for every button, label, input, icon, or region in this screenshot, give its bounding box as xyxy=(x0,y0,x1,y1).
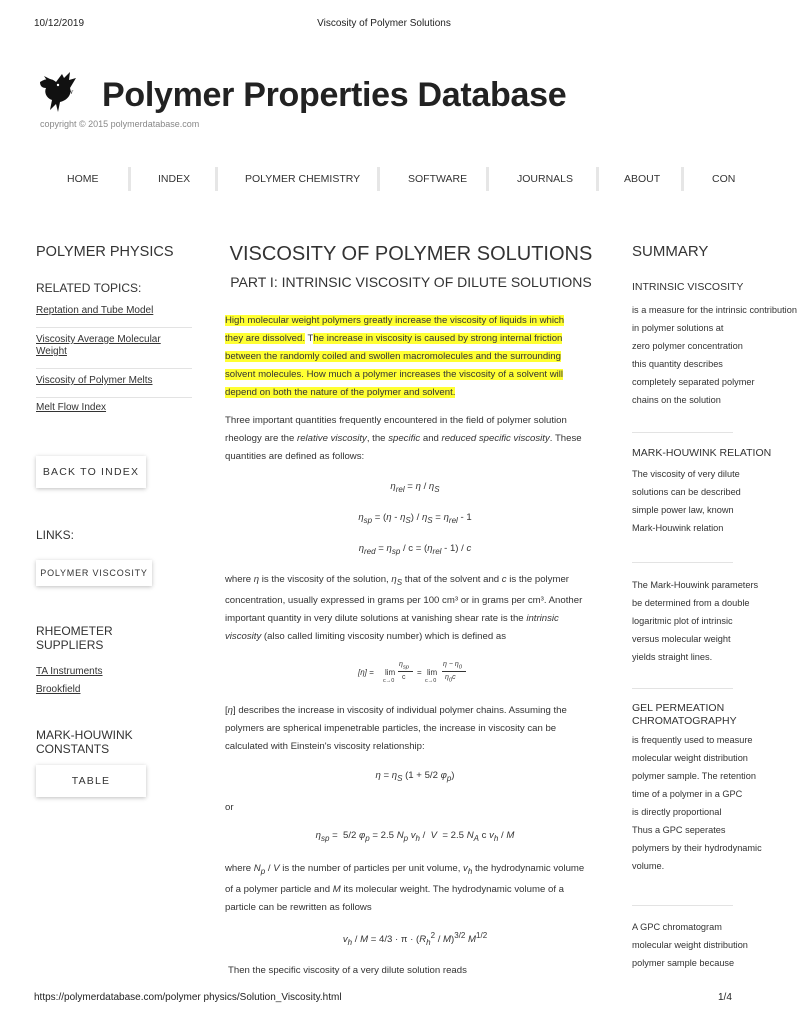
summary-line: yields straight lines. xyxy=(632,652,713,662)
equation-specific-viscosity: $\eta_{sp} = (\eta - \eta_S) / \eta_S = \eta_{rel} - 1$ xyxy=(358,512,472,525)
summary-gpc-chromatogram xyxy=(632,918,748,972)
equation-relative-viscosity: $\eta_{rel} = \eta / \eta_S$ xyxy=(390,481,440,494)
or-text: or xyxy=(225,802,234,813)
einstein-paragraph xyxy=(225,702,605,756)
table-button[interactable]: TABLE xyxy=(36,765,146,797)
closing-sentence: Then the specific viscosity of a very dilute solution reads xyxy=(228,965,467,976)
nav-divider xyxy=(128,167,131,191)
para-line: concentration, usually expressed in grams per 100 cm³ or in grams per cm³. Another xyxy=(225,594,583,606)
nav-about[interactable]: ABOUT xyxy=(624,173,661,185)
print-url: https://polymerdatabase.com/polymer physics/Solution_Viscosity.html xyxy=(34,992,342,1003)
sidebar-divider xyxy=(36,368,192,369)
intro-line: depend on both the nature of the polymer and solvent. xyxy=(225,387,456,398)
nav-index[interactable]: INDEX xyxy=(158,173,191,185)
para-text: relative viscosity xyxy=(297,433,367,444)
nav-divider xyxy=(596,167,599,191)
summary-line: in polymer solutions at xyxy=(632,323,724,333)
mark-houwink-heading: MARK-HOUWINK xyxy=(36,728,133,742)
article-subtitle: PART I: INTRINSIC VISCOSITY OF DILUTE SOLUTIONS xyxy=(230,274,592,290)
hydrodynamic-paragraph xyxy=(225,860,605,917)
para-text: η xyxy=(227,705,233,716)
summary-line: A GPC chromatogram xyxy=(632,922,722,932)
link-viscosity-average-mw[interactable]: Viscosity Average Molecular xyxy=(36,334,161,345)
para-text: M xyxy=(332,883,341,895)
summary-intrinsic-viscosity xyxy=(632,281,797,409)
para-text: is the number of particles per unit volume, xyxy=(279,863,464,874)
summary-section-heading-2: CHROMATOGRAPHY xyxy=(632,715,737,727)
nav-divider xyxy=(377,167,380,191)
summary-line: logaritmic plot of intrinsic xyxy=(632,616,733,626)
link-viscosity-polymer-melts[interactable]: Viscosity of Polymer Melts xyxy=(36,375,153,386)
para-line: calculated with Einstein's viscosity relationship: xyxy=(225,741,425,752)
para-line: quantities are defined as follows: xyxy=(225,451,365,462)
nav-software[interactable]: SOFTWARE xyxy=(408,173,468,185)
summary-line: volume. xyxy=(632,861,665,871)
summary-line: Thus a GPC seperates xyxy=(632,825,726,835)
summary-line: Mark-Houwink relation xyxy=(632,523,724,533)
para-text: (also called limiting viscosity number) which is defined as xyxy=(261,630,506,642)
summary-line: time of a polymer in a GPC xyxy=(632,789,743,799)
para-text: N xyxy=(253,863,261,874)
summary-line: The Mark-Houwink parameters xyxy=(632,580,759,590)
summary-section-heading: MARK-HOUWINK RELATION xyxy=(632,447,772,459)
sidebar-divider xyxy=(36,327,192,328)
para-text: reduced specific viscosity xyxy=(441,433,550,444)
intro-line: T xyxy=(305,333,314,344)
summary-divider xyxy=(632,905,733,906)
equation-einstein: $\eta = \eta_S$ (1 + 5/2 $\varphi_p$) xyxy=(375,770,455,783)
para-text: η xyxy=(253,574,260,585)
para-text: and xyxy=(420,433,442,444)
summary-line: chains on the solution xyxy=(632,395,721,405)
intro-line: he increase in viscosity is caused by strong internal friction xyxy=(313,333,563,344)
para-text: h xyxy=(467,866,473,876)
para-text: where xyxy=(225,574,254,585)
para-text: [ xyxy=(225,705,228,716)
summary-mark-houwink-params xyxy=(632,576,759,666)
mark-houwink-heading-2: CONSTANTS xyxy=(36,742,110,756)
equation-intrinsic-viscosity: [η] = lim c→0 $\eta_{sp}$ c = lim c→0 $\eta - \eta_0$ $\eta_0c$ xyxy=(355,660,475,690)
summary-line: molecular weight distribution xyxy=(632,940,748,950)
rheometer-heading-2: SUPPLIERS xyxy=(36,638,104,652)
para-line: Three important quantities frequently encountered in the field of polymer solution xyxy=(225,415,567,426)
para-text: viscosity xyxy=(225,630,262,642)
nav-divider xyxy=(215,167,218,191)
summary-line: polymer sample. The retention xyxy=(632,771,756,781)
intro-line: they are dissolved. xyxy=(225,333,305,344)
para-text: is the viscosity of the solution, xyxy=(259,574,392,585)
intro-line: High molecular weight polymers greatly increase the viscosity of liquids in which xyxy=(225,315,565,326)
print-page-number: 1/4 xyxy=(718,992,732,1003)
intro-line: between the randomly coiled and swollen macromolecules and the surrounding xyxy=(225,351,561,362)
para-text: v xyxy=(463,863,468,874)
para-text: rheology are the xyxy=(225,433,297,444)
para-text: V xyxy=(273,863,280,874)
intro-paragraph xyxy=(225,312,605,402)
back-to-index-button[interactable]: BACK TO INDEX xyxy=(36,456,146,488)
para-text: that of the solvent and xyxy=(402,574,502,585)
para-text: important quantity in very dilute solutions at vanishing shear rate is the xyxy=(225,612,527,624)
para-text: where xyxy=(225,863,254,874)
intrinsic-paragraph xyxy=(225,571,605,646)
para-text: of a polymer particle and xyxy=(225,883,333,895)
nav-journals[interactable]: JOURNALS xyxy=(517,173,574,185)
para-text: the hydrodynamic volume xyxy=(472,863,585,874)
para-text: , the xyxy=(366,433,389,444)
summary-line: completely separated polymer xyxy=(632,377,755,387)
summary-divider xyxy=(632,562,733,563)
summary-line: zero polymer concentration xyxy=(632,341,743,351)
equation-specific-einstein: $\eta_{sp} = 5/2$ $\varphi_p = 2.5$ $N_p$ $v_h / V = 2.5$ $N_A$ c $v_h$ / M xyxy=(315,830,515,843)
para-text: intrinsic xyxy=(526,612,559,624)
nav-divider xyxy=(486,167,489,191)
para-text: . These xyxy=(549,433,582,444)
para-text: / xyxy=(265,863,274,874)
equation-reduced-viscosity: $\eta_{red} = \eta_{sp} / c = (\eta_{rel} - 1) / c$ xyxy=(358,543,472,556)
summary-line: simple power law, known xyxy=(632,505,734,515)
para-text: S xyxy=(396,577,403,587)
summary-line: The viscosity of very dilute xyxy=(632,469,740,479)
rheometer-heading: RHEOMETER xyxy=(36,624,113,638)
link-ta-instruments[interactable]: TA Instruments xyxy=(36,666,103,677)
sidebar-heading: POLYMER PHYSICS xyxy=(36,244,174,260)
link-melt-flow-index[interactable]: Melt Flow Index xyxy=(36,402,107,413)
link-viscosity-average-mw-cont[interactable]: Weight xyxy=(36,346,67,357)
summary-line: is directly proportional xyxy=(632,807,722,817)
links-heading: LINKS: xyxy=(36,528,75,542)
nav-home[interactable]: HOME xyxy=(67,173,99,185)
intro-line: How much a polymer increases the viscosity of a solvent will xyxy=(303,369,564,380)
site-title[interactable]: Polymer Properties Database xyxy=(102,76,567,114)
link-reptation[interactable]: Reptation and Tube Model xyxy=(36,305,154,316)
sidebar-divider xyxy=(36,397,192,398)
summary-line: solutions can be described xyxy=(632,487,741,497)
summary-section-heading: INTRINSIC VISCOSITY xyxy=(632,281,744,293)
logo-text: ROW xyxy=(60,90,73,96)
print-date: 10/12/2019 xyxy=(34,18,85,29)
para-line: polymers are spherical impenetrable particles, the increase in viscosity can be xyxy=(225,723,557,734)
related-topics-heading: RELATED TOPICS: xyxy=(36,281,142,295)
summary-line: is a measure for the intrinsic contribution xyxy=(632,305,797,315)
summary-line: is frequently used to measure xyxy=(632,735,753,745)
summary-line: polymer sample because xyxy=(632,958,735,968)
summary-line: versus molecular weight xyxy=(632,634,731,644)
summary-line: be determined from a double xyxy=(632,598,750,608)
summary-heading: SUMMARY xyxy=(632,243,709,260)
nav-contact[interactable]: CON xyxy=(712,173,736,185)
para-text: p xyxy=(260,866,266,876)
summary-divider xyxy=(632,688,733,689)
print-doc-title: Viscosity of Polymer Solutions xyxy=(317,18,451,29)
equation-hydrodynamic-volume: $v_h / M = 4/3 \cdot \pi \cdot (R_h^2 / M)^{3/2}$ $M^{1/2}$ xyxy=(342,931,488,948)
intro-line: solvent molecules. xyxy=(225,369,304,380)
summary-line: this quantity describes xyxy=(632,359,723,369)
definitions-paragraph xyxy=(225,412,605,466)
link-brookfield[interactable]: Brookfield xyxy=(36,684,81,695)
para-text: specific xyxy=(388,433,421,444)
para-line: particle can be rewritten as follows xyxy=(225,901,372,913)
para-text: is the polymer xyxy=(506,574,569,585)
para-text: its molecular weight. The hydrodynamic volume of a xyxy=(340,883,564,895)
nav-polymer-chemistry[interactable]: POLYMER CHEMISTRY xyxy=(245,173,361,185)
site-logo[interactable] xyxy=(36,68,84,114)
summary-section-heading: GEL PERMEATION xyxy=(632,702,725,714)
para-text: η xyxy=(391,574,397,585)
summary-gpc xyxy=(632,702,762,875)
para-text: c xyxy=(501,574,507,585)
nav-divider xyxy=(681,167,684,191)
main-nav xyxy=(0,160,736,198)
summary-line: molecular weight distribution xyxy=(632,753,748,763)
summary-mark-houwink xyxy=(632,447,772,537)
copyright-notice: copyright © 2015 polymerdatabase.com xyxy=(40,119,200,129)
polymer-viscosity-button[interactable]: POLYMER VISCOSITY xyxy=(36,560,152,586)
article-title: VISCOSITY OF POLYMER SOLUTIONS xyxy=(229,243,593,265)
summary-line: polymers by their hydrodynamic xyxy=(632,843,762,853)
para-text: ] describes the increase in viscosity of individual polymer chains. Assuming the xyxy=(233,705,567,716)
summary-divider xyxy=(632,432,733,433)
